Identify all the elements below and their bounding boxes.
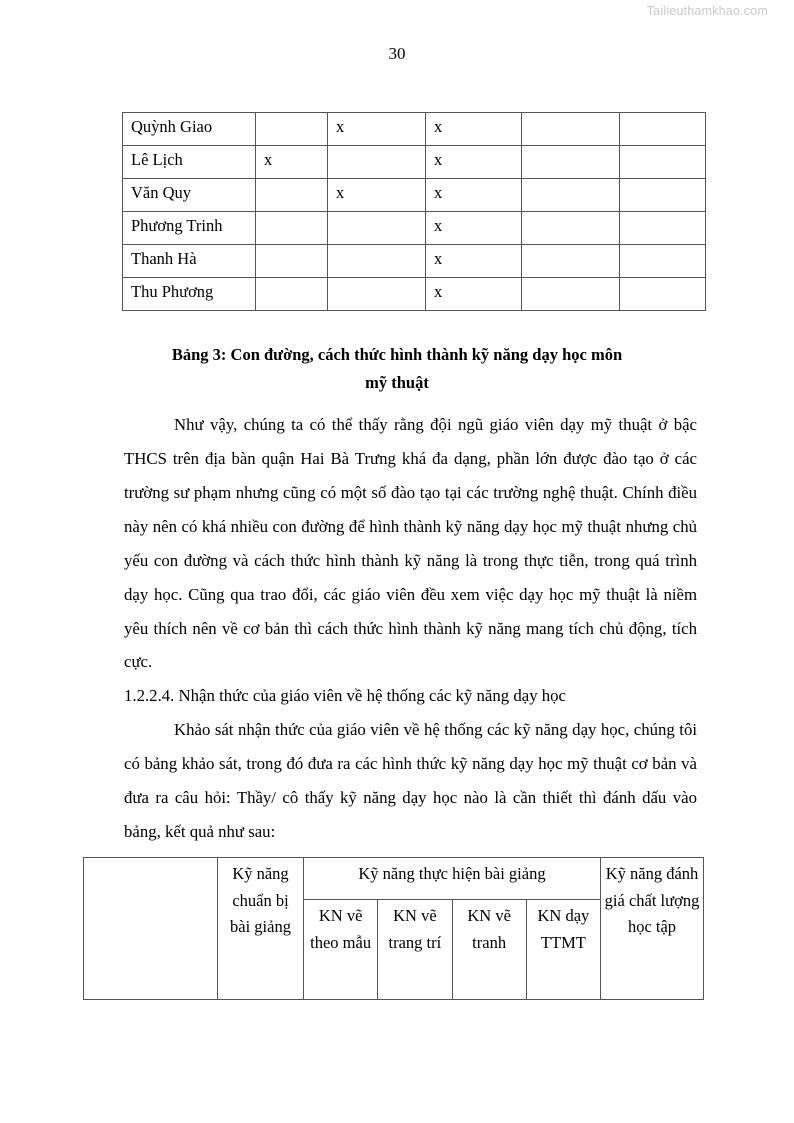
mark-cell [620,212,706,245]
mark-cell: x [328,113,426,146]
mark-cell: x [328,179,426,212]
mark-cell [620,278,706,311]
table-bottom-container [83,857,704,1000]
teacher-name-cell: Văn Quy [123,179,256,212]
teacher-name-cell: Thu Phương [123,278,256,311]
teacher-methods-table [122,112,706,311]
mark-cell [620,146,706,179]
mark-cell [522,212,620,245]
body-text [124,408,697,849]
table-row [123,179,706,212]
skills-survey-table [83,857,704,1000]
header-sub-skill: KN dạy TTMT [526,900,600,1000]
page-number: 30 [388,44,406,63]
caption-line-2: mỹ thuật [365,373,429,393]
mark-cell [522,245,620,278]
mark-cell: x [426,278,522,311]
mark-cell [256,212,328,245]
mark-cell [620,179,706,212]
table-row [123,146,706,179]
mark-cell [256,278,328,311]
caption-line-1: Bảng 3: Con đường, cách thức hình thành kỹ năng dạy học môn [171,345,623,364]
mark-cell [328,278,426,311]
header-group-delivery-skill: Kỹ năng thực hiện bài giảng [304,858,601,900]
teacher-name-cell: Lê Lịch [123,146,256,179]
mark-cell: x [426,113,522,146]
mark-cell [522,113,620,146]
mark-cell [620,245,706,278]
mark-cell [328,245,426,278]
mark-cell [328,212,426,245]
watermark: Tailieuthamkhao.com [646,4,768,18]
mark-cell: x [426,146,522,179]
mark-cell: x [256,146,328,179]
table-row [123,245,706,278]
section-heading: 1.2.2.4. Nhận thức của giáo viên về hệ thống các kỹ năng dạy học [124,686,567,706]
mark-cell [256,245,328,278]
mark-cell [522,278,620,311]
teacher-name-cell: Quỳnh Giao [123,113,256,146]
mark-cell: x [426,245,522,278]
header-prep-skill: Kỹ năng chuẩn bị bài giảng [218,858,304,1000]
table-row [123,212,706,245]
mark-cell [328,146,426,179]
mark-cell [522,146,620,179]
mark-cell: x [426,179,522,212]
table-row [123,113,706,146]
teacher-name-cell: Phương Trinh [123,212,256,245]
paragraph-survey-intro: Khảo sát nhận thức của giáo viên về hệ thống các kỹ năng dạy học, chúng tôi có bảng khảo sát, trong đó đưa ra các hình thức kỹ năng dạy học mỹ thuật cơ bản và đưa ra câu hỏi: Thầy/ cô thấy kỹ năng dạy học nào là cần thiết thì đánh dấu vào bảng, kết quả như sau: [124,720,697,842]
teacher-name-cell: Thanh Hà [123,245,256,278]
mark-cell [522,179,620,212]
table-row [123,278,706,311]
table-header-row-1 [84,858,704,900]
table-caption [97,341,697,398]
mark-cell [620,113,706,146]
mark-cell [256,179,328,212]
header-evaluation-skill: Kỹ năng đánh giá chất lượng học tập [601,858,704,1000]
header-sub-skill: KN vẽ trang trí [378,900,452,1000]
paragraph-analysis: Như vậy, chúng ta có thể thấy rằng đội ngũ giáo viên dạy mỹ thuật ở bậc THCS trên địa bàn quận Hai Bà Trưng khá đa dạng, phần lớn được đào tạo ở các trường sư phạm nhưng cũng có một số đào tạo tại các trường nghệ thuật. Chính điều này nên có khá nhiều con đường để hình thành kỹ năng dạy học mỹ thuật nhưng chủ yếu con đường và cách thức hình thành kỹ năng là trong thực tiễn, trong quá trình dạy học. Cũng qua trao đổi, các giáo viên đều xem việc dạy học mỹ thuật là niềm yêu thích nên về cơ bản thì cách thức hình thành kỹ năng mang tích chủ động, tích cực. [124,415,697,672]
mark-cell [256,113,328,146]
mark-cell: x [426,212,522,245]
header-sub-skill: KN vẽ tranh [452,900,526,1000]
header-sub-skill: KN vẽ theo mẫu [304,900,378,1000]
table-top-container [122,112,706,311]
corner-cell [84,858,218,1000]
